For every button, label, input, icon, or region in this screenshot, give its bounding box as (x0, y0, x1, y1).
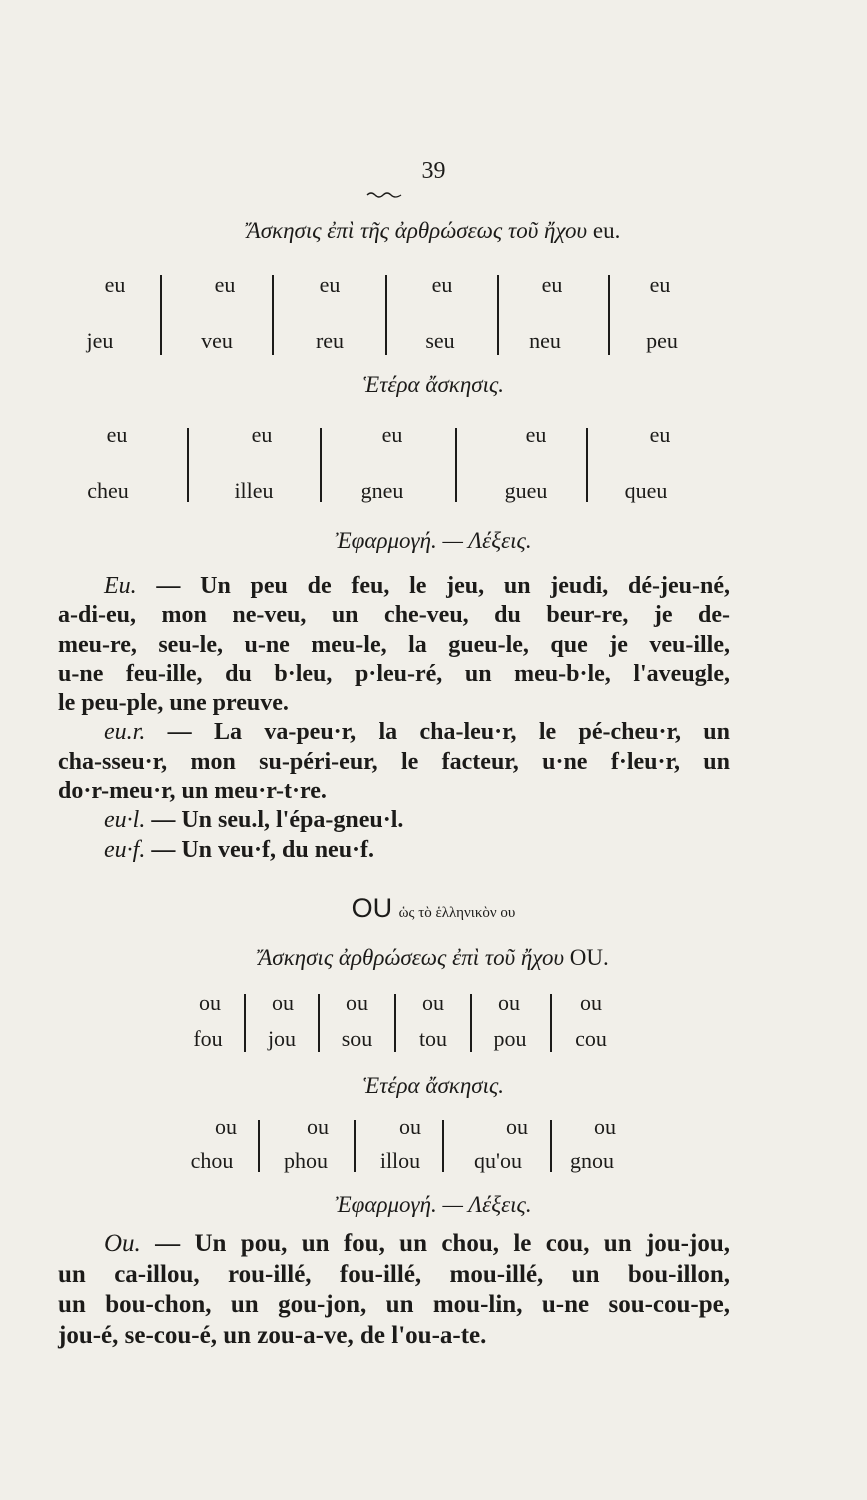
grid-cell: jeu (86, 328, 114, 353)
grid-cell: phou (284, 1148, 328, 1173)
line-text: — Un pou, un fou, un chou, le cou, un jou-jou, (155, 1230, 730, 1257)
grid-cell: eu (319, 272, 341, 297)
line-text: — Un seu.l, l'épa-gneu·l. (151, 807, 404, 834)
grid-cell: ou (307, 1114, 329, 1139)
grid-cell: ou (346, 990, 368, 1015)
grid-cell: ou (399, 1114, 421, 1139)
grid-cell: ou (215, 1114, 237, 1139)
grid-cell: eu (381, 422, 403, 447)
paragraph-label: Eu. (104, 573, 137, 599)
grid-cell: reu (315, 328, 345, 353)
column-divider (272, 275, 274, 355)
grid-cell: gnou (570, 1148, 614, 1173)
column-divider (455, 428, 457, 502)
grid-cell: eu (431, 272, 453, 297)
text-line: le peu-ple, une preuve. (58, 690, 289, 717)
text-line (58, 836, 730, 865)
ou-exercise-sound: OU. (569, 945, 609, 970)
grid-cell: gueu (504, 478, 548, 503)
grid-cell: chou (190, 1148, 234, 1173)
grid-cell: eu (106, 422, 128, 447)
paragraph-label: eu·l. (104, 807, 146, 834)
column-divider (550, 1120, 552, 1172)
text-line: u-ne feu-ille, du b·leu, p·leu-ré, un meu-b·le, l'aveugle, (58, 660, 730, 687)
grid-cell: ou (594, 1114, 616, 1139)
ou-title-main: OU (351, 893, 393, 923)
grid-cell: ou (272, 990, 294, 1015)
text-line: jou-é, se-cou-é, un zou-a-ve, de l'ou-a-te. (58, 1321, 487, 1349)
text-line (58, 1229, 730, 1260)
column-divider (394, 994, 396, 1052)
column-divider (385, 275, 387, 355)
grid-cell: veu (201, 328, 233, 353)
eu-other-exercise-title: Ἑτέρα ἄσκησις. (362, 372, 505, 397)
grid-cell: eu (251, 422, 273, 447)
grid-cell: illeu (234, 478, 274, 503)
grid-cell: seu (425, 328, 455, 353)
column-divider (160, 275, 162, 355)
text-line (58, 572, 730, 601)
text-line: a-di-eu, mon ne-veu, un che-veu, du beur-re, je de- (58, 602, 730, 629)
paragraph-label: eu.r. (104, 719, 146, 746)
text-line (58, 718, 730, 747)
grid-cell: eu (525, 422, 547, 447)
column-divider (258, 1120, 260, 1172)
grid-cell: eu (541, 272, 563, 297)
grid-cell: eu (104, 272, 126, 297)
eu-exercise-heading (0, 218, 867, 244)
text-line (58, 806, 730, 835)
text-line: meu-re, seu-le, u-ne meu-le, la gueu-le, que je veu-ille, (58, 631, 730, 658)
ou-section-title (0, 893, 867, 924)
grid-cell: gneu (360, 478, 404, 503)
grid-cell: queu (624, 478, 668, 503)
grid-cell: cheu (87, 478, 129, 503)
grid-cell: peu (646, 328, 678, 353)
eu-paragraph (58, 572, 730, 865)
eu-application-title: Ἐφαρμογή. — Λέξεις. (335, 528, 532, 553)
grid-cell: qu'ou (474, 1148, 522, 1173)
grid-cell: fou (193, 1026, 223, 1051)
grid-cell: eu (649, 272, 671, 297)
grid-cell: ou (498, 990, 520, 1015)
paragraph-label: Ou. (104, 1230, 141, 1257)
ou-exercise-heading (0, 945, 867, 971)
column-divider (354, 1120, 356, 1172)
column-divider (318, 994, 320, 1052)
grid-cell: ou (422, 990, 444, 1015)
line-text: — La va-peu·r, la cha-leu·r, le pé-cheu·r, un (167, 719, 730, 746)
column-divider (497, 275, 499, 355)
grid-cell: ou (199, 990, 221, 1015)
grid-cell: tou (418, 1026, 448, 1051)
paragraph-label: eu·f. (104, 836, 146, 863)
line-text: — Un veu·f, du neu·f. (151, 836, 375, 863)
column-divider (187, 428, 189, 502)
page-number: 39 (421, 158, 446, 184)
grid-cell: eu (214, 272, 236, 297)
column-divider (320, 428, 322, 502)
column-divider (470, 994, 472, 1052)
text-line: un ca-illou, rou-illé, fou-illé, mou-illé, un bou-illon, (58, 1260, 730, 1288)
grid-cell: neu (529, 328, 561, 353)
line-text: — Un peu de feu, le jeu, un jeudi, dé-jeu-né, (156, 573, 730, 599)
column-divider (244, 994, 246, 1052)
grid-cell: ou (506, 1114, 528, 1139)
column-divider (608, 275, 610, 355)
ou-title-small: ὡς τὸ ἑλληνικὸν ου (398, 905, 516, 921)
grid-cell: eu (649, 422, 671, 447)
eu-exercise-title: Ἄσκησις ἐπὶ τῆς ἀρθρώσεως τοῦ ἤχου (246, 218, 588, 243)
eu-exercise-sound: eu. (592, 218, 621, 243)
ou-other-exercise-title: Ἑτέρα ἄσκησις. (362, 1073, 505, 1098)
grid-cell: sou (341, 1026, 373, 1051)
column-divider (442, 1120, 444, 1172)
ornament-tilde (366, 190, 402, 198)
grid-cell: illou (379, 1148, 421, 1173)
text-line: cha-sseu·r, mon su-péri-eur, le facteur, u·ne f·leu·r, un (58, 748, 730, 775)
text-line: do·r-meu·r, un meu·r-t·re. (58, 778, 327, 805)
ou-paragraph (58, 1229, 730, 1351)
ou-application-title: Ἐφαρμογή. — Λέξεις. (335, 1192, 532, 1217)
grid-cell: cou (575, 1026, 607, 1051)
column-divider (550, 994, 552, 1052)
ou-exercise-title: Ἄσκησις ἀρθρώσεως ἐπὶ τοῦ ἤχου (258, 945, 564, 970)
grid-cell: pou (493, 1026, 527, 1051)
column-divider (586, 428, 588, 502)
grid-cell: ou (580, 990, 602, 1015)
text-line: un bou-chon, un gou-jon, un mou-lin, u-ne sou-cou-pe, (58, 1291, 730, 1318)
grid-cell: jou (267, 1026, 297, 1051)
